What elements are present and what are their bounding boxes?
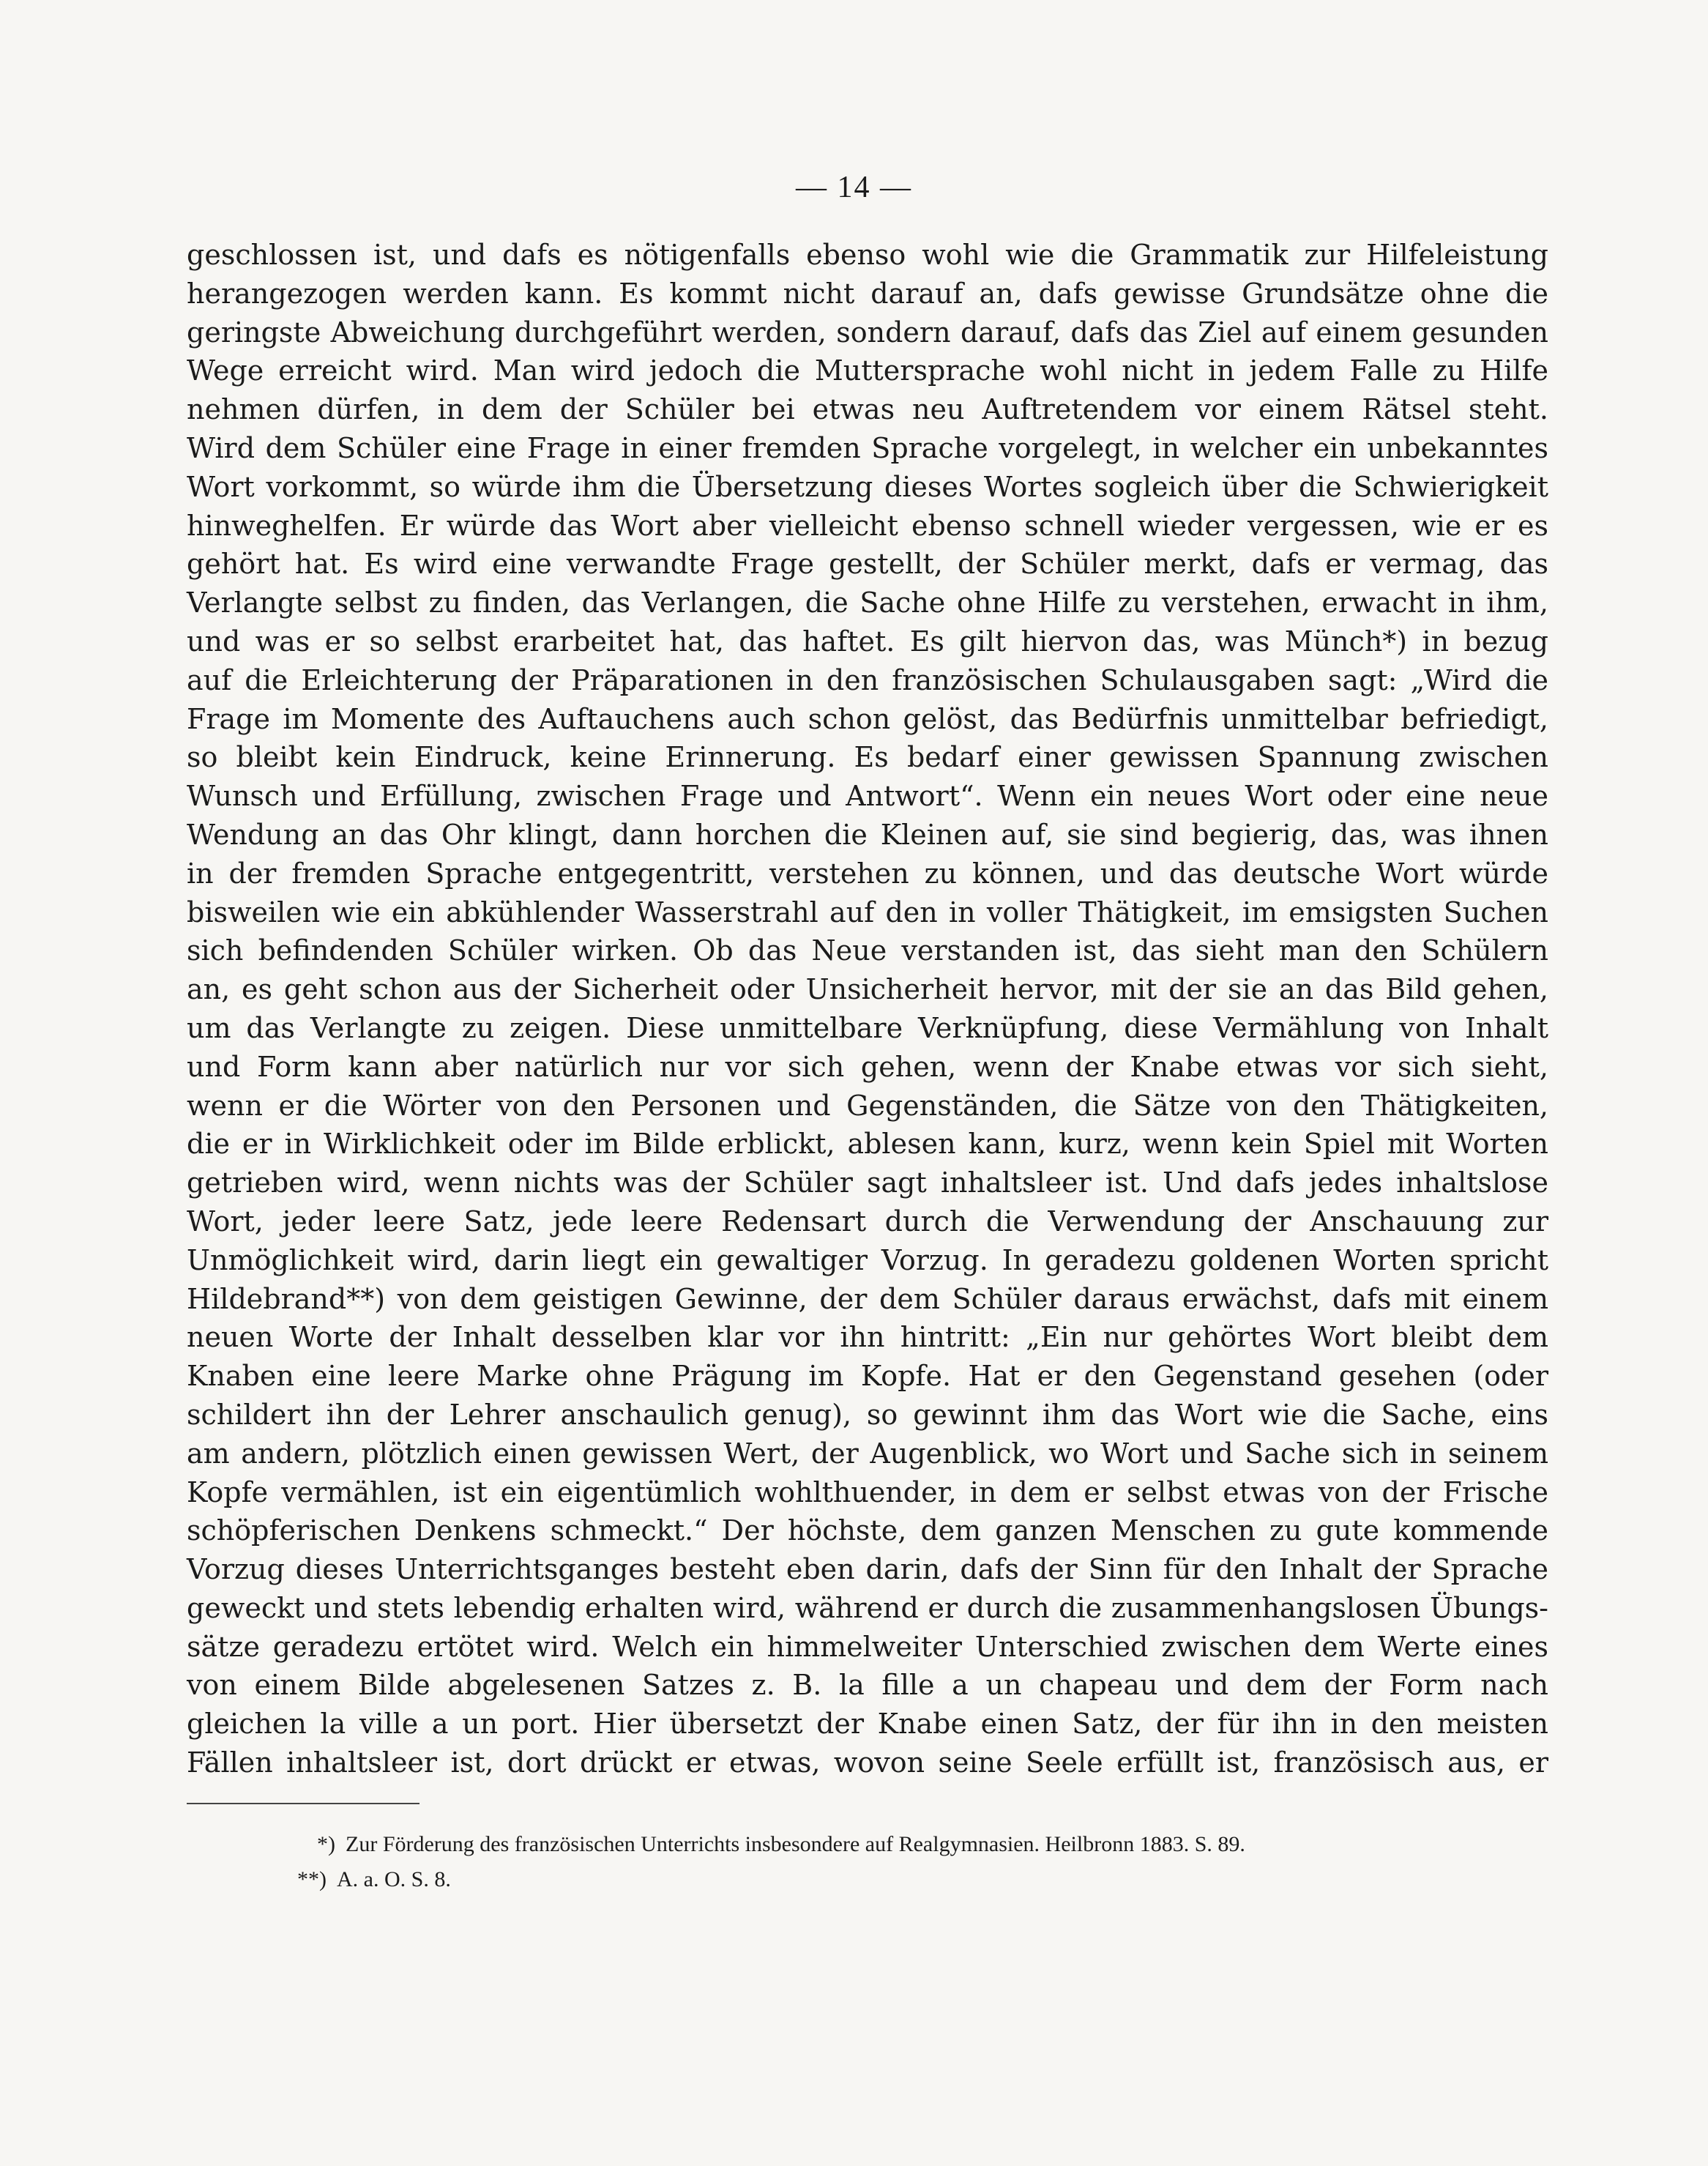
body-line: getrieben wird, wenn nichts was der Schüler sagt inhaltsleer ist. Und dafs jedes inhaltslose: [187, 1166, 1548, 1199]
body-line: am andern, plötzlich einen gewissen Wert, der Augenblick, wo Wort und Sache sich in seinem: [187, 1437, 1548, 1470]
body-line: wenn er die Wörter von den Personen und Gegenständen, die Sätze von den Thätigkeiten,: [187, 1089, 1548, 1122]
body-text: [187, 236, 1548, 1782]
body-line: Wunsch und Erfüllung, zwischen Frage und Antwort“. Wenn ein neues Wort oder eine neue: [187, 780, 1548, 813]
footnotes: [293, 1827, 1537, 1897]
page-number: — 14 —: [796, 171, 912, 204]
body-line: und Form kann aber natürlich nur vor sich gehen, wenn der Knabe etwas vor sich sieht,: [187, 1050, 1548, 1083]
body-line: Frage im Momente des Auftauchens auch schon gelöst, das Bedürfnis unmittelbar befriedigt,: [187, 702, 1548, 735]
body-line: Unmöglichkeit wird, darin liegt ein gewaltiger Vorzug. In geradezu goldenen Worten spricht: [187, 1243, 1548, 1276]
body-line: Wird dem Schüler eine Frage in einer fremden Sprache vorgelegt, in welcher ein unbekanntes: [187, 431, 1548, 464]
body-line: nehmen dürfen, in dem der Schüler bei etwas neu Auftretendem vor einem Rätsel steht.: [187, 393, 1548, 426]
body-line: die er in Wirklichkeit oder im Bilde erblickt, ablesen kann, kurz, wenn kein Spiel mit Worten: [187, 1128, 1548, 1161]
body-line: schildert ihn der Lehrer anschaulich genug), so gewinnt ihm das Wort wie die Sache, eins: [187, 1398, 1548, 1431]
footnote-separator: [187, 1803, 419, 1804]
footnote-1: [293, 1827, 1537, 1862]
body-line: Hildebrand**) von dem geistigen Gewinne, der dem Schüler daraus erwächst, dafs mit einem: [187, 1282, 1548, 1315]
body-line: Wendung an das Ohr klingt, dann horchen die Kleinen auf, sie sind begierig, das, was ihnen: [187, 818, 1548, 851]
body-line: geringste Abweichung durchgeführt werden, sondern darauf, dafs das Ziel auf einem gesunden: [187, 316, 1548, 349]
footnote-2: [284, 1862, 1537, 1897]
body-line: auf die Erleichterung der Präparationen in den französischen Schulausgaben sagt: „Wird die: [187, 663, 1548, 696]
body-line: geschlossen ist, und dafs es nötigenfalls ebenso wohl wie die Grammatik zur Hilfeleistung: [187, 239, 1548, 271]
body-line: schöpferischen Denkens schmeckt.“ Der höchste, dem ganzen Menschen zu gute kommende: [187, 1514, 1548, 1547]
body-line: geweckt und stets lebendig erhalten wird, während er durch die zusammenhangslosen Übungs-: [187, 1591, 1548, 1624]
body-line: in der fremden Sprache entgegentritt, verstehen zu können, und das deutsche Wort würde: [187, 857, 1548, 890]
body-line: an, es geht schon aus der Sicherheit oder Unsicherheit hervor, mit der sie an das Bild gehen,: [187, 973, 1548, 1006]
body-line: so bleibt kein Eindruck, keine Erinnerung. Es bedarf einer gewissen Spannung zwischen: [187, 741, 1548, 774]
body-line: neuen Worte der Inhalt desselben klar vor ihn hintritt: „Ein nur gehörtes Wort bleibt dem: [187, 1321, 1548, 1354]
body-line: gehört hat. Es wird eine verwandte Frage gestellt, der Schüler merkt, dafs er vermag, das: [187, 548, 1548, 581]
body-line: Wort, jeder leere Satz, jede leere Redensart durch die Verwendung der Anschauung zur: [187, 1205, 1548, 1238]
body-line: hinweghelfen. Er würde das Wort aber vielleicht ebenso schnell wieder vergessen, wie er es: [187, 509, 1548, 542]
footnote-marker: **): [297, 1867, 327, 1891]
footnote-marker: *): [317, 1832, 335, 1856]
body-line: Wort vorkommt, so würde ihm die Übersetzung dieses Wortes sogleich über die Schwierigkeit: [187, 470, 1548, 503]
body-line: bisweilen wie ein abkühlender Wasserstrahl auf den in voller Thätigkeit, im emsigsten Suchen: [187, 896, 1548, 928]
footnote-text: A. a. O. S. 8.: [337, 1867, 451, 1891]
body-line: Wege erreicht wird. Man wird jedoch die Muttersprache wohl nicht in jedem Falle zu Hilfe: [187, 354, 1548, 387]
body-line: um das Verlangte zu zeigen. Diese unmittelbare Verknüpfung, diese Vermählung von Inhalt: [187, 1011, 1548, 1044]
body-line: gleichen la ville a un port. Hier übersetzt der Knabe einen Satz, der für ihn in den meisten: [187, 1708, 1548, 1741]
body-line: sätze geradezu ertötet wird. Welch ein himmelweiter Unterschied zwischen dem Werte eines: [187, 1630, 1548, 1663]
body-line: sich befindenden Schüler wirken. Ob das Neue verstanden ist, das sieht man den Schülern: [187, 934, 1548, 967]
footnote-text: Zur Förderung des französischen Unterrichts insbesondere auf Realgymnasien. Heilbronn 1883. S. 89.: [346, 1832, 1245, 1856]
body-line: Vorzug dieses Unterrichtsganges besteht eben darin, dafs der Sinn für den Inhalt der Sprache: [187, 1553, 1548, 1586]
body-line: Verlangte selbst zu finden, das Verlangen, die Sache ohne Hilfe zu verstehen, erwacht in ihm,: [187, 587, 1548, 619]
body-line: und was er so selbst erarbeitet hat, das haftet. Es gilt hiervon das, was Münch*) in bezug: [187, 625, 1548, 658]
body-line: Knaben eine leere Marke ohne Prägung im Kopfe. Hat er den Gegenstand gesehen (oder: [187, 1360, 1548, 1393]
body-line: Fällen inhaltsleer ist, dort drückt er etwas, wovon seine Seele erfüllt ist, französisch aus, er: [187, 1746, 1548, 1779]
body-line: herangezogen werden kann. Es kommt nicht darauf an, dafs gewisse Grundsätze ohne die: [187, 277, 1548, 310]
body-line: von einem Bilde abgelesenen Satzes z. B. la fille a un chapeau und dem der Form nach: [187, 1669, 1548, 1702]
body-line: Kopfe vermählen, ist ein eigentümlich wohlthuender, in dem er selbst etwas von der Frische: [187, 1475, 1548, 1508]
